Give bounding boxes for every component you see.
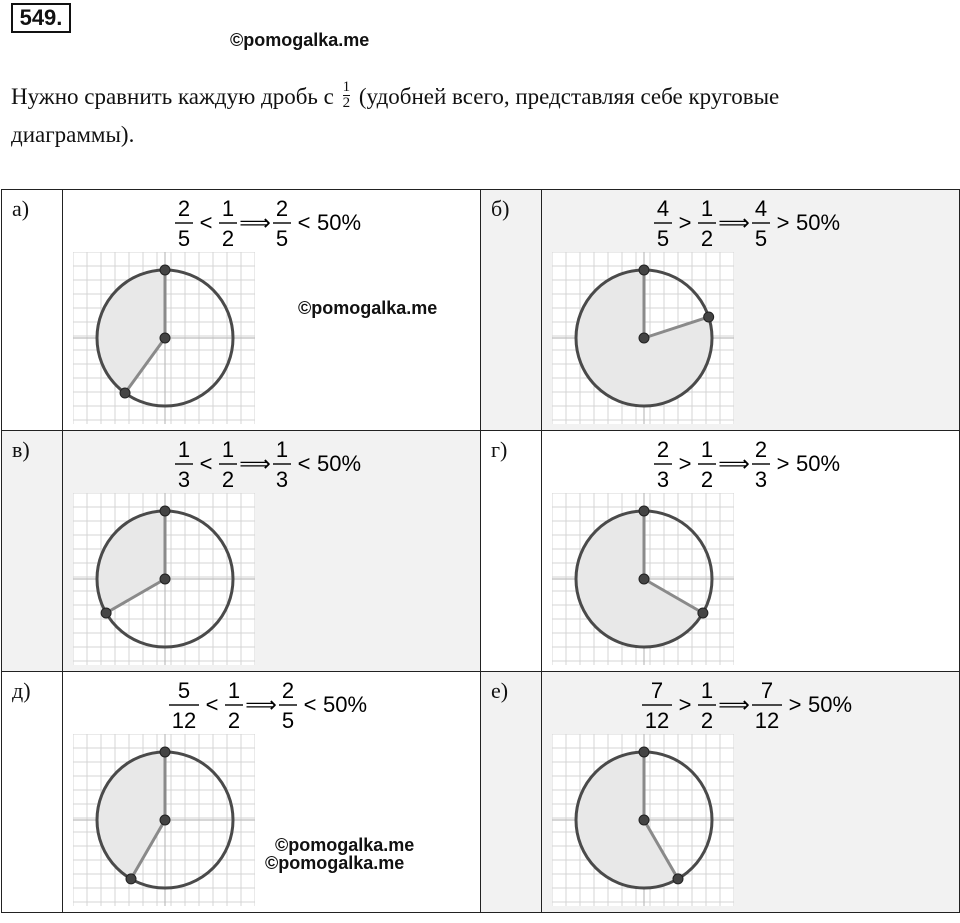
implies-arrow: ⟹ xyxy=(718,210,751,235)
result-fraction-denominator: 12 xyxy=(755,708,780,733)
comparison-sign: > xyxy=(678,692,692,717)
result-fraction-numerator: 4 xyxy=(755,196,768,221)
half-fraction-numerator: 1 xyxy=(222,196,235,221)
watermark: ©pomogalka.me xyxy=(265,853,405,873)
watermark: ©pomogalka.me xyxy=(230,30,370,50)
comparison-sign: > xyxy=(678,210,692,235)
result-sign: > xyxy=(776,210,790,235)
item-label: д) xyxy=(12,678,31,703)
center-point xyxy=(160,333,170,343)
result-sign: > xyxy=(788,692,802,717)
arc-point xyxy=(101,608,111,618)
implies-arrow: ⟹ xyxy=(718,692,751,717)
solution-cell-e xyxy=(541,672,959,913)
result-fraction-denominator: 5 xyxy=(755,226,768,251)
item-label: в) xyxy=(12,437,30,462)
label-cell xyxy=(2,672,63,913)
percent-value: 50% xyxy=(796,210,841,235)
fraction-numerator: 7 xyxy=(651,678,664,703)
comparison-sign: < xyxy=(199,210,213,235)
watermark: ©pomogalka.me xyxy=(298,298,438,318)
label-cell xyxy=(480,190,541,431)
intro-after: (удобней всего, представляя себе круговые xyxy=(358,84,780,109)
fraction-numerator: 4 xyxy=(657,196,670,221)
pie-diagram xyxy=(73,252,255,424)
formula-svg xyxy=(165,192,377,254)
arc-point xyxy=(120,388,130,398)
label-cell xyxy=(480,431,541,672)
pie-diagram xyxy=(552,252,734,424)
formula-svg xyxy=(632,674,868,736)
result-fraction-denominator: 5 xyxy=(276,226,289,251)
watermark: ©pomogalka.me xyxy=(275,835,415,855)
pie-diagram xyxy=(73,493,255,665)
arc-point xyxy=(639,265,649,275)
center-point xyxy=(160,574,170,584)
arc-point xyxy=(639,506,649,516)
result-fraction-denominator: 5 xyxy=(282,708,295,733)
half-fraction-denominator: 2 xyxy=(228,708,241,733)
pie-diagram xyxy=(73,734,255,906)
arc-point xyxy=(126,874,136,884)
fraction-numerator: 5 xyxy=(178,678,191,703)
half-fraction-numerator: 1 xyxy=(701,437,714,462)
half-fraction-numerator: 1 xyxy=(228,678,241,703)
result-fraction-numerator: 2 xyxy=(276,196,289,221)
percent-value: 50% xyxy=(317,451,362,476)
solutions-table xyxy=(1,189,960,913)
arc-point xyxy=(160,506,170,516)
intro-half-den: 2 xyxy=(342,95,351,112)
half-fraction-denominator: 2 xyxy=(222,226,235,251)
fraction-denominator: 12 xyxy=(645,708,670,733)
center-point xyxy=(639,333,649,343)
arc-point xyxy=(698,608,708,618)
arc-point xyxy=(160,747,170,757)
fraction-numerator: 2 xyxy=(657,437,670,462)
result-sign: > xyxy=(776,451,790,476)
solution-cell-b xyxy=(541,190,959,431)
formula xyxy=(542,433,959,500)
label-cell xyxy=(480,672,541,913)
center-point xyxy=(639,574,649,584)
formula-svg xyxy=(165,433,377,495)
implies-arrow: ⟹ xyxy=(239,451,272,476)
implies-arrow: ⟹ xyxy=(718,451,751,476)
item-label: а) xyxy=(12,196,30,221)
half-fraction-numerator: 1 xyxy=(222,437,235,462)
half-fraction-numerator: 1 xyxy=(701,196,714,221)
percent-value: 50% xyxy=(808,692,853,717)
result-fraction-numerator: 1 xyxy=(276,437,289,462)
problem-number: 549. xyxy=(11,3,71,33)
intro-text xyxy=(11,78,911,154)
fraction-denominator: 12 xyxy=(172,708,197,733)
formula-svg xyxy=(644,433,856,495)
half-fraction-numerator: 1 xyxy=(701,678,714,703)
arc-point xyxy=(160,265,170,275)
comparison-sign: < xyxy=(205,692,219,717)
center-point xyxy=(160,815,170,825)
half-fraction-denominator: 2 xyxy=(701,226,714,251)
comparison-sign: < xyxy=(199,451,213,476)
formula-svg xyxy=(644,192,856,254)
result-sign: < xyxy=(297,451,311,476)
result-fraction-denominator: 3 xyxy=(755,467,768,492)
intro-line2: диаграммы). xyxy=(11,122,135,147)
pie-diagram xyxy=(552,734,734,906)
formula xyxy=(63,192,480,259)
implies-arrow: ⟹ xyxy=(239,210,272,235)
formula-svg xyxy=(159,674,383,736)
formula xyxy=(63,433,480,500)
center-point xyxy=(639,815,649,825)
fraction-denominator: 3 xyxy=(657,467,670,492)
label-cell xyxy=(2,190,63,431)
formula xyxy=(542,192,959,259)
intro-before: Нужно сравнить каждую дробь с xyxy=(11,84,334,109)
label-cell xyxy=(2,431,63,672)
result-fraction-denominator: 3 xyxy=(276,467,289,492)
percent-value: 50% xyxy=(796,451,841,476)
intro-half-fraction xyxy=(343,80,351,111)
fraction-denominator: 5 xyxy=(178,226,191,251)
result-fraction-numerator: 2 xyxy=(755,437,768,462)
percent-value: 50% xyxy=(317,210,362,235)
fraction-numerator: 2 xyxy=(178,196,191,221)
fraction-denominator: 5 xyxy=(657,226,670,251)
half-fraction-denominator: 2 xyxy=(701,467,714,492)
result-sign: < xyxy=(303,692,317,717)
half-fraction-denominator: 2 xyxy=(701,708,714,733)
arc-point xyxy=(673,874,683,884)
percent-value: 50% xyxy=(323,692,368,717)
solution-cell-g xyxy=(541,431,959,672)
item-label: б) xyxy=(490,196,510,221)
intro-half-num: 1 xyxy=(342,79,351,96)
half-fraction-denominator: 2 xyxy=(222,467,235,492)
item-label: е) xyxy=(490,678,509,703)
formula xyxy=(63,674,480,741)
item-label: г) xyxy=(490,437,508,462)
solution-cell-d xyxy=(62,672,480,913)
solution-cell-v xyxy=(62,431,480,672)
pie-diagram xyxy=(552,493,734,665)
formula xyxy=(542,674,959,741)
fraction-numerator: 1 xyxy=(178,437,191,462)
arc-point xyxy=(704,312,714,322)
comparison-sign: > xyxy=(678,451,692,476)
result-sign: < xyxy=(297,210,311,235)
arc-point xyxy=(639,747,649,757)
fraction-denominator: 3 xyxy=(178,467,191,492)
implies-arrow: ⟹ xyxy=(245,692,278,717)
result-fraction-numerator: 2 xyxy=(282,678,295,703)
result-fraction-numerator: 7 xyxy=(761,678,774,703)
